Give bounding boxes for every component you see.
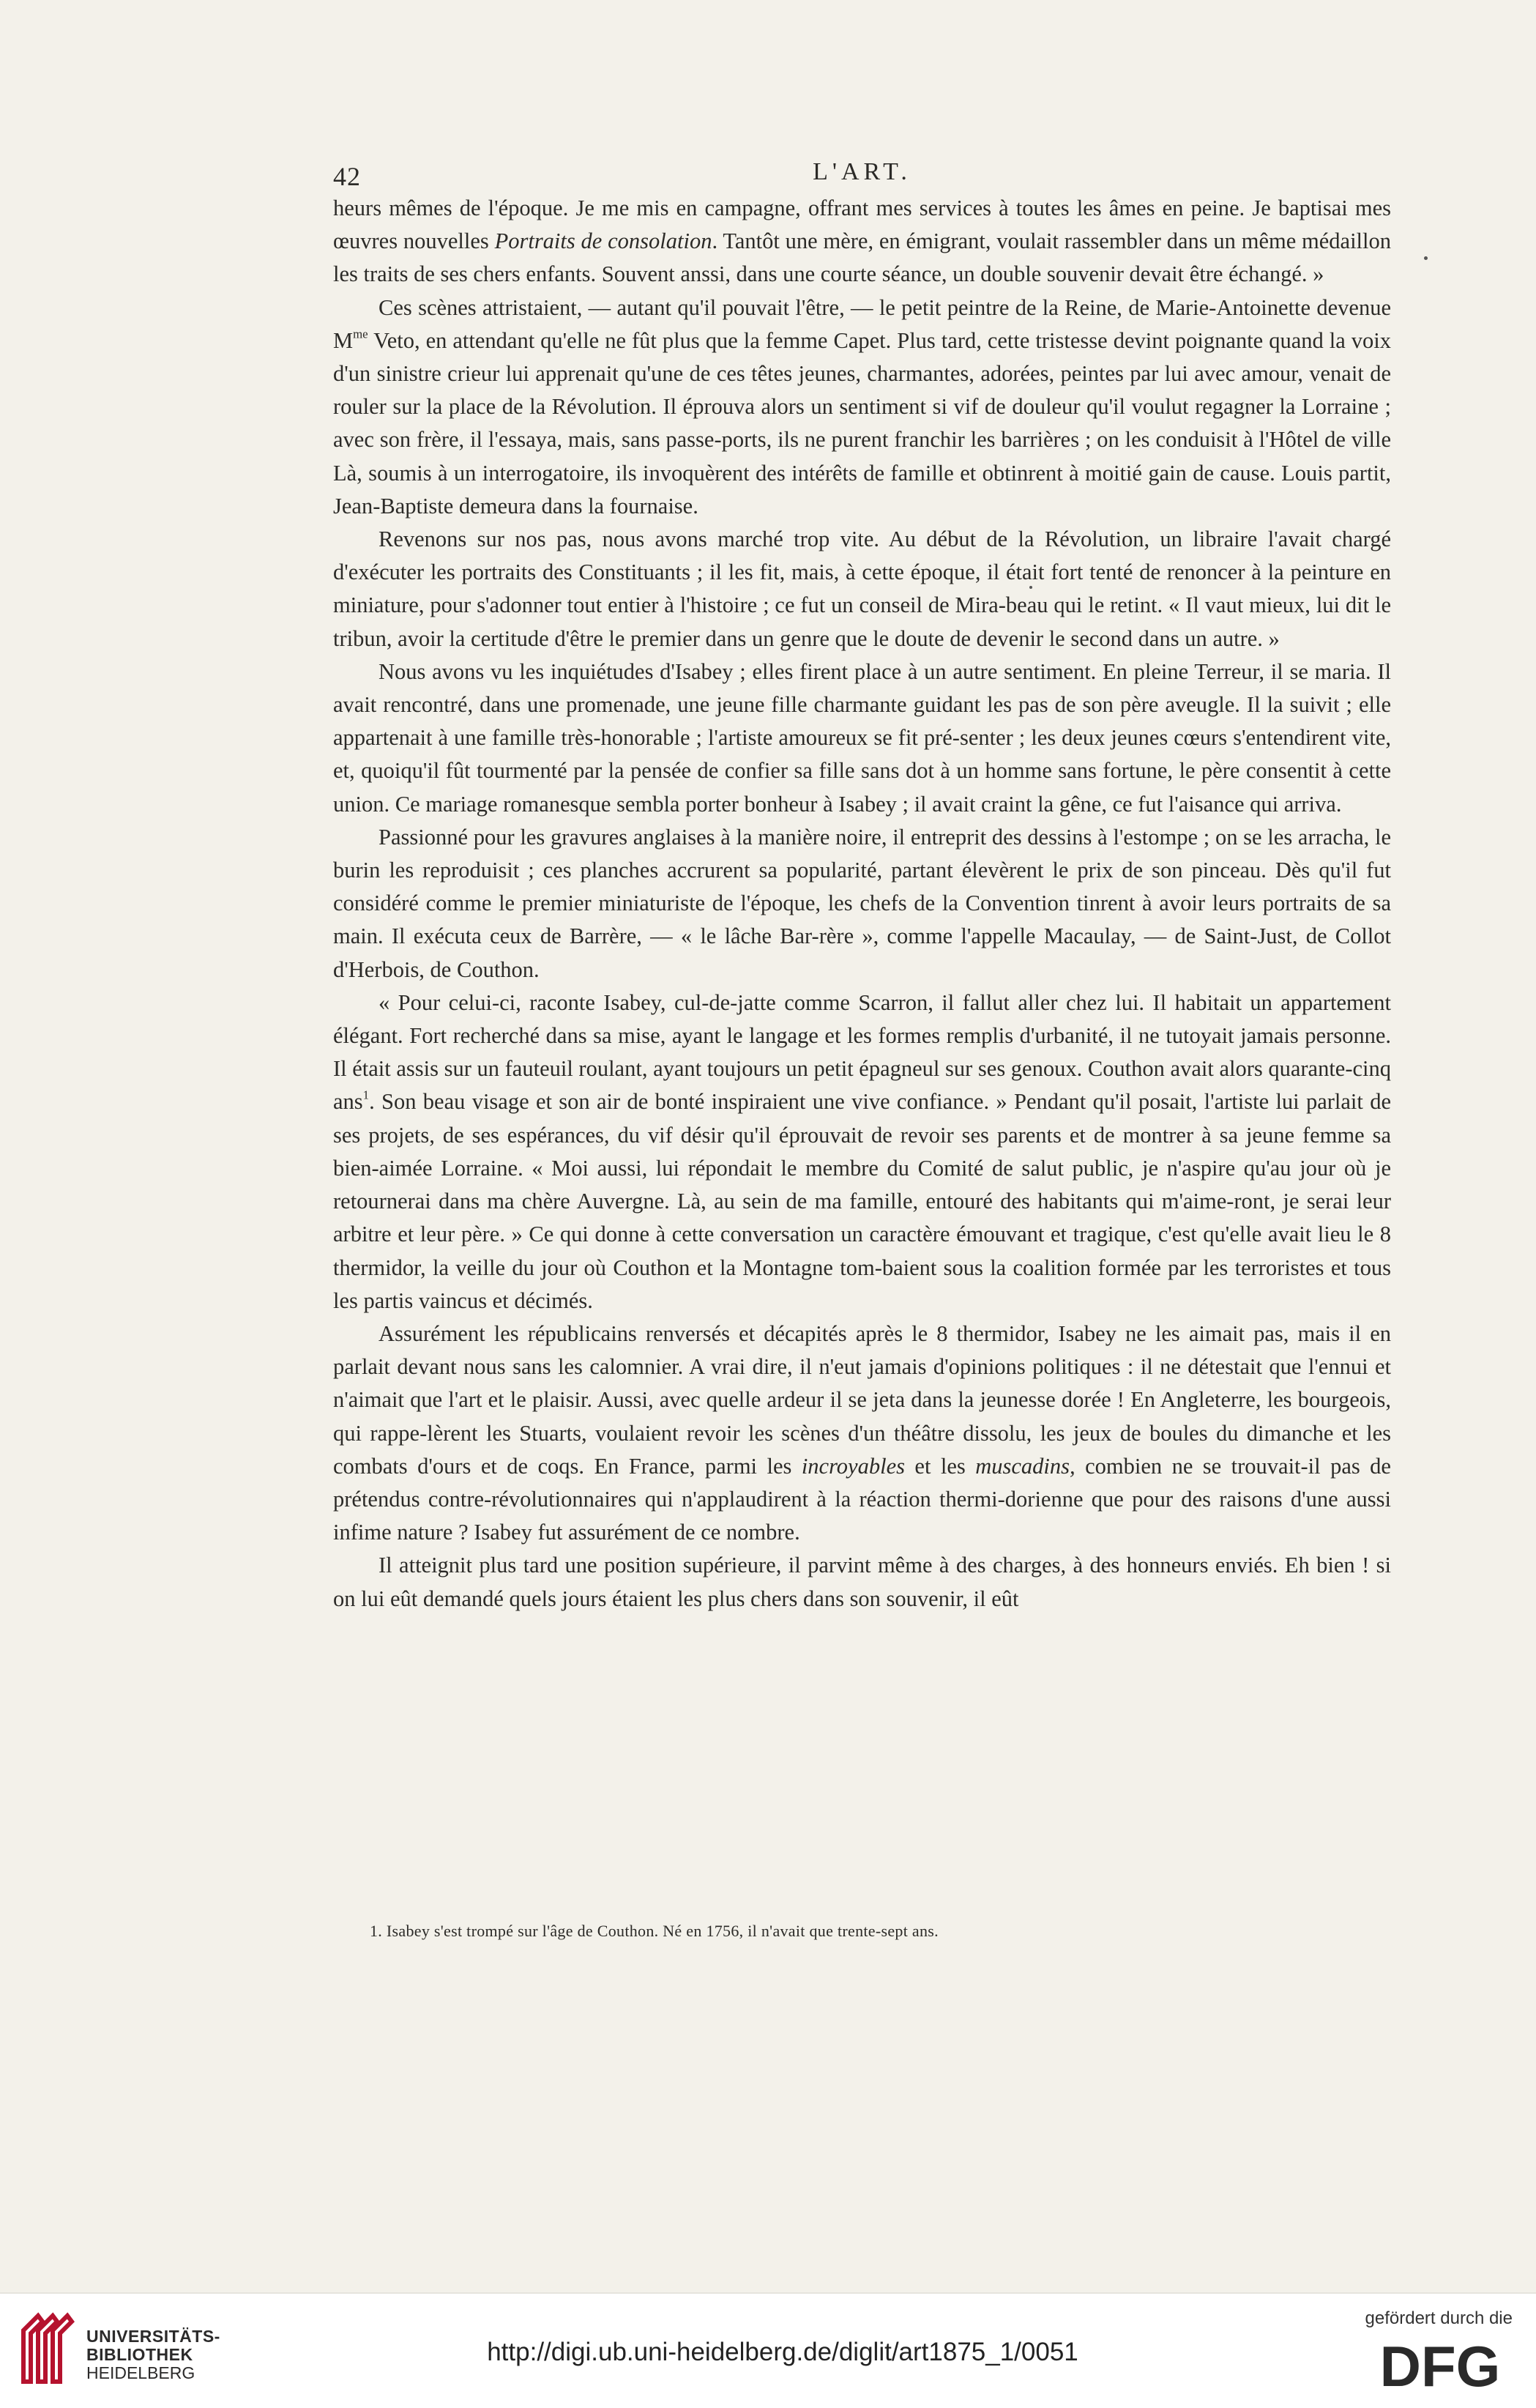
paragraph-3: Revenons sur nos pas, nous avons marché trop vite. Au début de la Révolution, un libraire l'avait chargé d'exécuter les portraits des Constituants ; il les fit, mais, à cette époque, il était fort tenté de renoncer à la peinture en miniature, pour s'adonner tout entier à l'histoire ; ce fut un conseil de Mira-beau qui le retint. « Il vaut mieux, lui dit le tribun, avoir la certitude d'être le premier dans un genre que le doute de devenir le second dans un autre. » — [333, 527, 1391, 651]
paragraph-7-text-mid: et les — [904, 1453, 976, 1479]
paragraph-8: Il atteignit plus tard une position supérieure, il parvint même à des charges, à des honneurs enviés. Eh bien ! si on lui eût demandé quels jours étaient les plus chers dans son souvenir, il eût — [333, 1553, 1391, 1611]
paragraph-2 — [333, 291, 1391, 523]
paragraph-1-text-end: . Tantôt une mère, en émigrant, voulait rassembler dans un même médaillon les traits de ses chers enfants. Souvent anssi, dans une courte séance, un double souvenir devait être échangé. » — [333, 228, 1392, 287]
article-body — [333, 192, 1391, 1616]
paragraph-7 — [333, 1318, 1391, 1549]
viewer-footer — [0, 2292, 1536, 2408]
paragraph-6 — [333, 986, 1391, 1318]
paragraph-7-italic-1: incroyables — [801, 1453, 905, 1479]
page-header — [333, 152, 1391, 196]
paragraph-7-italic-2: muscadins, — [975, 1453, 1075, 1479]
dfg-logo-text: DFG — [1379, 2339, 1501, 2392]
paragraph-6-text: « Pour celui-ci, raconte Isabey, cul-de-jatte comme Scarron, il fallut aller chez lui. Il habitait un appartement élégant. Fort recherché dans sa mise, ayant le langage et les formes remplis d'urbanité, il ne tutoyait jamais personne. Il était assis sur un fauteuil roulant, ayant toujours un petit épagneul sur ses genoux. Couthon avait alors quarante-cinq ans — [333, 989, 1392, 1115]
library-name-line2: BIBLIOTHEK — [86, 2345, 193, 2364]
funded-by-label: gefördert durch die — [1365, 2308, 1513, 2328]
paragraph-4: Nous avons vu les inquiétudes d'Isabey ; elles firent place à un autre sentiment. En pleine Terreur, il se maria. Il avait rencontré, dans une promenade, une jeune fille charmante guidant les pas de son père aveugle. Il la suivit ; elle appartenait à une famille très-honorable ; l'artiste amoureux se fit pré-senter ; les deux jeunes cœurs s'entendirent vite, et, quoiqu'il fût tourmenté par la pensée de confier sa fille sans dot à un homme sans fortune, le père consentit à cette union. Ce mariage romanesque sembla porter bonheur à Isabey ; il avait craint la gêne, ce fut l'aisance qui arriva. — [333, 658, 1391, 817]
paragraph-2-text-end: Veto, en attendant qu'elle ne fût plus que la femme Capet. Plus tard, cette tristesse devint poignante quand la voix d'un sinistre crieur lui apprenait qu'une de ces têtes jeunes, charmantes, adorées, peintes par lui avec amour, venait de rouler sur la place de la Révolution. Il éprouva alors un sentiment si vif de douleur qu'il voulut regagner la Lorraine ; avec son frère, il l'essaya, mais, sans passe-ports, ils ne purent franchir les barrières ; on les conduisit à l'Hôtel de ville Là, soumis à un interrogatoire, ils invoquèrent des intérêts de famille et obtinrent à moitié gain de cause. Louis partit, Jean-Baptiste demeura dans la fournaise. — [333, 327, 1391, 519]
paragraph-7-text-end: combien ne se trouvait-il pas de prétendus contre-révolutionnaires qui n'applaudirent à la réaction thermi-dorienne que pour des raisons d'une aussi infime nature ? Isabey fut assurément de ce nombre. — [333, 1453, 1391, 1545]
paragraph-1-italic: Portraits de consolation — [494, 228, 712, 254]
running-head: L'ART. — [813, 158, 911, 185]
paragraph-6-text-end: . Son beau visage et son air de bonté inspiraient une vive confiance. » Pendant qu'il posait, l'artiste lui parlait de ses projets, de ses espérances, du vif désir qu'il éprouvait de revoir ses parents et de montrer à sa jeune femme sa bien-aimée Lorraine. « Moi aussi, lui répondait le membre du Comité de salut public, je n'aspire qu'au jour où je retournerai dans ma chère Auvergne. Là, au sein de ma famille, entouré des habitants qui m'aime-ront, je serai leur arbitre et leur père. » Ce qui donne à cette conversation un caractère émouvant et tragique, c'est qu'elle avait lieu le 8 thermidor, la veille du jour où Couthon et la Montagne tom-baient sous la coalition formée par les terroristes et tous les partis vaincus et décimés. — [333, 1089, 1391, 1313]
permalink-url[interactable]: http://digi.ub.uni-heidelberg.de/diglit/art1875_1/0051 — [487, 2338, 1078, 2366]
paragraph-1-text: heurs mêmes de l'époque. Je me mis en campagne, offrant mes services à toutes les âmes en peine. Je baptisai mes œuvres nouvelles — [333, 196, 1391, 254]
scan-speck — [1029, 586, 1032, 589]
scan-speck — [1424, 256, 1428, 260]
page-number: 42 — [333, 162, 361, 191]
footnote-reference: 1 — [362, 1088, 370, 1103]
paragraph-2-text: Ces scènes attristaient, — autant qu'il pouvait l'être, — le petit peintre de la Reine, de Marie-Antoinette devenue M — [333, 294, 1391, 353]
paragraph-7-text: Assurément les républicains renversés et décapités après le 8 thermidor, Isabey ne les aimait pas, mais il en parlait devant nous sans les calomnier. A vrai dire, il n'eut jamais d'opinions politiques : il ne détestait que l'ennui et n'aimait que l'art et le plaisir. Aussi, avec quelle ardeur il se jeta dans la jeunesse dorée ! En Angleterre, les bourgeois, qui rappe-lèrent les Stuarts, voulaient revoir les scènes d'un théâtre dissolu, les jeux de boules du dimanche et les combats d'ours et de coqs. En France, parmi les — [333, 1320, 1391, 1479]
library-name-line3: HEIDELBERG — [86, 2363, 195, 2382]
dfg-logo-icon[interactable] — [1368, 2339, 1513, 2392]
paragraph-2-superscript: me — [353, 327, 368, 341]
library-name-line1: UNIVERSITÄTS- — [86, 2327, 220, 2346]
footnote: 1. Isabey s'est trompé sur l'âge de Couthon. Né en 1756, il n'avait que trente-sept ans. — [370, 1922, 939, 1940]
paragraph-1 — [333, 192, 1391, 291]
paragraph-5: Passionné pour les gravures anglaises à la manière noire, il entreprit des dessins à l'estompe ; on se les arracha, le burin les reproduisit ; ces planches accrurent sa popularité, partant élevèrent le prix de son pinceau. Dès qu'il fut considéré comme le premier miniaturiste de l'époque, les chefs de la Convention tinrent à avoir leurs portraits de sa main. Il exécuta ceux de Barrère, — « le lâche Bar-rère », comme l'appelle Macaulay, — de Saint-Just, de Collot d'Herbois, de Couthon. — [333, 824, 1391, 982]
